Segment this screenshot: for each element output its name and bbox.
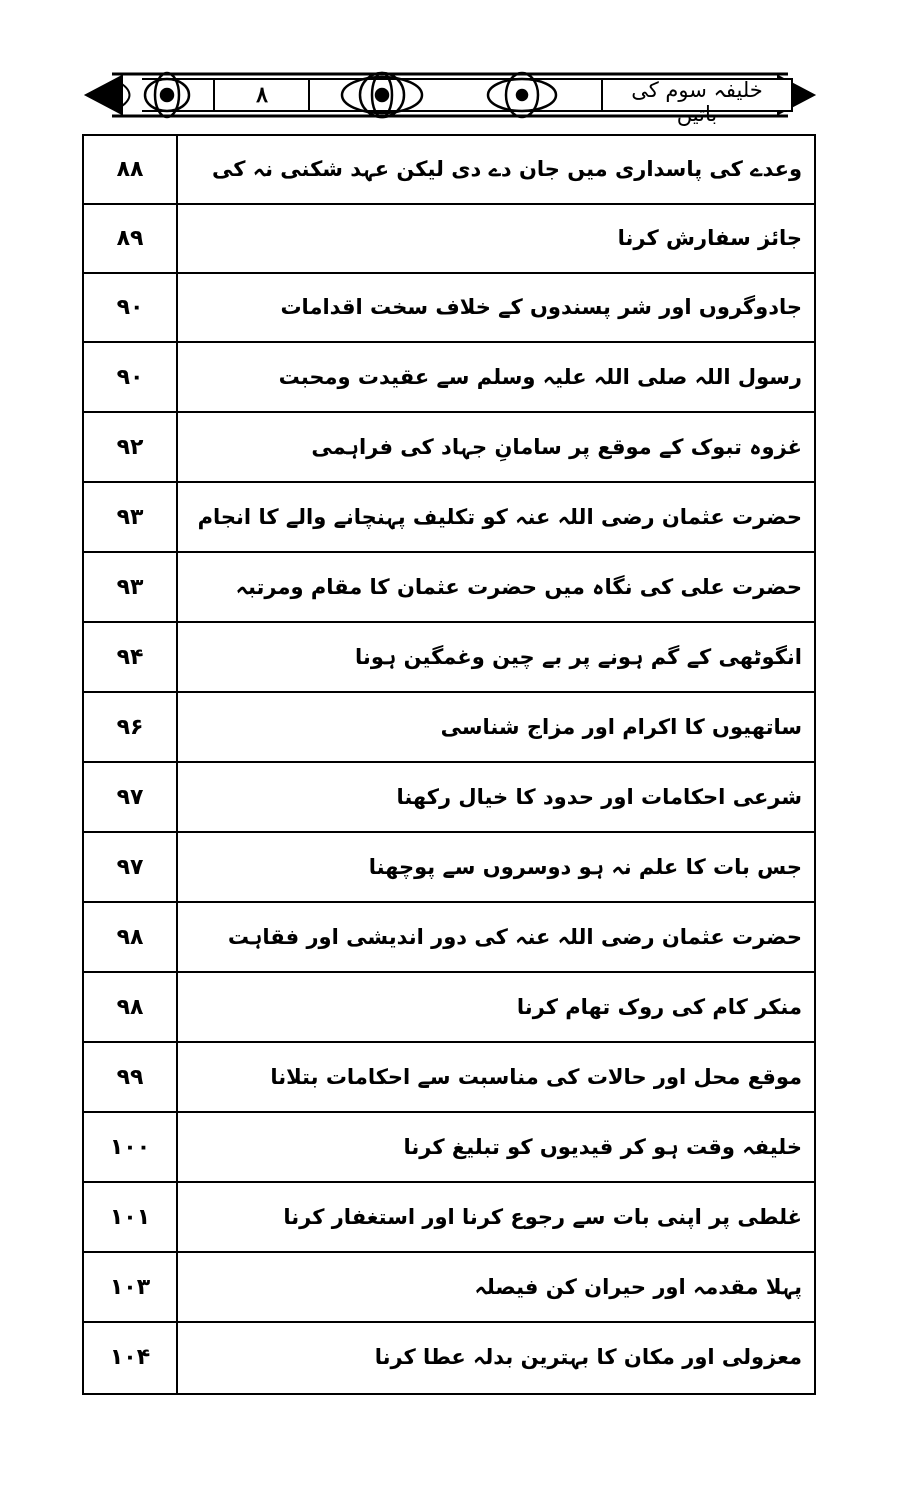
toc-row bbox=[84, 1254, 814, 1323]
toc-row bbox=[84, 414, 814, 483]
toc-row bbox=[84, 344, 814, 413]
toc-entry-title: جس بات کا علم نہ ہو دوسروں سے پوچھنا bbox=[368, 855, 802, 879]
toc-entry-title: حضرت عثمان رضی اللہ عنہ کو تکلیف پہنچانے والے کا انجام bbox=[197, 505, 802, 529]
toc-entry-title: جادوگروں اور شر پسندوں کے خلاف سخت اقدامات bbox=[280, 295, 802, 319]
toc-page-number: ۱۰۱ bbox=[109, 1205, 151, 1230]
toc-page-number: ۹۷ bbox=[116, 785, 144, 810]
toc-entry-title: وعدے کی پاسداری میں جان دے دی لیکن عہد شکنی نہ کی bbox=[212, 157, 802, 181]
ornamental-header bbox=[82, 62, 818, 128]
toc-row bbox=[84, 1324, 814, 1393]
toc-page-number: ۹۸ bbox=[116, 925, 144, 950]
toc-entry-title: حضرت عثمان رضی اللہ عنہ کی دور اندیشی اور فقاہت bbox=[227, 925, 802, 949]
toc-row bbox=[84, 1044, 814, 1113]
toc-entry-title: جائز سفارش کرنا bbox=[617, 226, 802, 250]
toc-page-number: ۱۰۳ bbox=[109, 1275, 151, 1300]
toc-page-number: ۱۰۴ bbox=[109, 1345, 151, 1370]
toc-row bbox=[84, 904, 814, 973]
toc-entry-title: معزولی اور مکان کا بہترین بدلہ عطا کرنا bbox=[374, 1345, 802, 1369]
toc-row bbox=[84, 834, 814, 903]
toc-page-number: ۹۰ bbox=[116, 295, 144, 320]
toc-entry-title: ساتھیوں کا اکرام اور مزاج شناسی bbox=[440, 715, 802, 739]
toc-page-number: ۹۴ bbox=[116, 645, 144, 670]
toc-page-number: ۹۶ bbox=[116, 715, 144, 740]
toc-entry-title: شرعی احکامات اور حدود کا خیال رکھنا bbox=[396, 785, 802, 809]
toc-page-number: ۹۰ bbox=[116, 365, 144, 390]
toc-row bbox=[84, 274, 814, 343]
toc-row bbox=[84, 484, 814, 553]
toc-entry-title: رسول اللہ صلی اللہ علیہ وسلم سے عقیدت ومحبت bbox=[278, 365, 802, 389]
toc-row bbox=[84, 554, 814, 623]
toc-row bbox=[84, 694, 814, 763]
toc-entry-title: خلیفہ وقت ہو کر قیدیوں کو تبلیغ کرنا bbox=[403, 1135, 802, 1159]
toc-entry-title: پہلا مقدمہ اور حیران کن فیصلہ bbox=[474, 1275, 802, 1299]
toc-entry-title: انگوٹھی کے گم ہونے پر بے چین وغمگین ہونا bbox=[355, 645, 802, 669]
toc-page-number: ۱۰۰ bbox=[109, 1135, 151, 1160]
toc-entry-title: غزوہ تبوک کے موقع پر سامانِ جہاد کی فراہمی bbox=[311, 435, 802, 459]
table-of-contents bbox=[82, 134, 816, 1395]
toc-page-number: ۹۲ bbox=[116, 435, 144, 460]
toc-row bbox=[84, 1114, 814, 1183]
toc-entry-title: غلطی پر اپنی بات سے رجوع کرنا اور استغفار کرنا bbox=[283, 1205, 802, 1229]
toc-page-number: ۹۳ bbox=[116, 505, 144, 530]
toc-row bbox=[84, 136, 814, 205]
page-number: ۸ bbox=[256, 82, 268, 108]
toc-row bbox=[84, 1184, 814, 1253]
toc-page-number: ۹۹ bbox=[116, 1065, 144, 1090]
toc-entry-title: منکر کام کی روک تھام کرنا bbox=[516, 995, 802, 1019]
toc-row bbox=[84, 205, 814, 274]
toc-page-number: ۸۹ bbox=[116, 226, 144, 251]
toc-page-number: ۹۳ bbox=[116, 575, 144, 600]
toc-page-number: ۹۸ bbox=[116, 995, 144, 1020]
book-title: خلیفہ سوم کی باتیں bbox=[631, 78, 763, 126]
toc-page-number: ۸۸ bbox=[116, 157, 144, 182]
toc-row bbox=[84, 764, 814, 833]
toc-entry-title: حضرت علی کی نگاہ میں حضرت عثمان کا مقام ومرتبہ bbox=[235, 575, 802, 599]
toc-row bbox=[84, 974, 814, 1043]
toc-entry-title: موقع محل اور حالات کی مناسبت سے احکامات بتلانا bbox=[270, 1065, 802, 1089]
toc-row bbox=[84, 624, 814, 693]
toc-page-number: ۹۷ bbox=[116, 855, 144, 880]
